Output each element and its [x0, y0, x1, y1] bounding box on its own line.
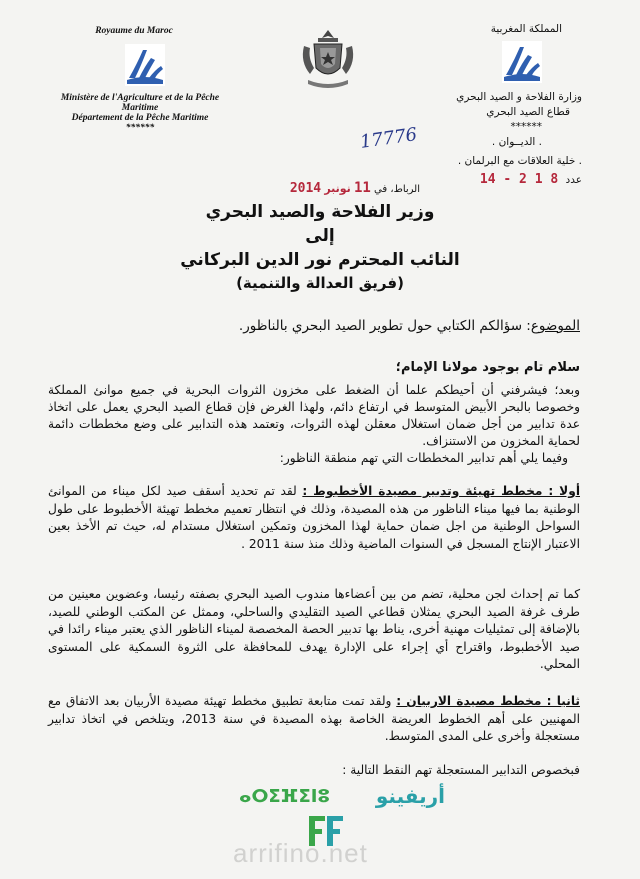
paragraph-intro: وبعد؛ فيشرفني أن أحيطكم علما أن الضغط على مخزون الثروات البحرية في جميع موانئ المملكة وخصوصا بالبحر الأبيض المتوسط في ارتفاع دائم، ولهذا الغرض فإن قطاع الصيد البحري يعمل على اتخاذ عدة تدابير من أجل ضمان استغلال معقلن لهذه الثروات، وتعتمد هذه التدابير على وضع مخططات دائمة لحماية المخزون من الاستنزاف. [48, 383, 580, 448]
parliament-cell-ar: . خلية العلاقات مع البرلمان . [457, 155, 582, 167]
ministry-fr: Ministère de l'Agriculture et de la Pêche [60, 93, 220, 103]
reference-number-line [480, 172, 582, 187]
section-shrimp [48, 693, 580, 746]
ministry-logo-right [502, 41, 542, 83]
date-month: نونبر [324, 182, 351, 195]
ministry-fr-2: Maritime [121, 103, 159, 113]
section-shrimp-text: ولقد تمت متابعة تطبيق مخطط تهيئة مصيدة الأربيان بعد الاتفاق مع المهنيين على أهم الخطوط العريضة الخاصة بهذه المصيدة في سنة 2013، ويتلخص في اتخاذ تدابير مستعجلة وأخرى على المدى المتوسط. [48, 694, 580, 743]
date-prefix: الرباط، في [374, 184, 420, 195]
reference-number-stamp: 14 - 2 1 8 [479, 172, 559, 187]
coat-of-arms-emblem [296, 28, 360, 92]
handwritten-number: 17776 [358, 124, 419, 153]
cabinet-ar: . الديــوان . [491, 136, 542, 148]
date-year: 2014 [289, 181, 322, 196]
watermark-tifinagh: ⴰⵔⵉⴼⵉⵏⵓ [239, 786, 330, 807]
title-recipient: النائب المحترم نور الدين البركاني [180, 250, 460, 270]
ministry-ar: وزارة الفلاحة و الصيد البحري [456, 91, 582, 103]
number-label: عدد [565, 174, 582, 186]
paragraph-measures-intro: وفيما يلي أهم تدابير المخططات التي تهم منطقة الناظور: [279, 451, 568, 465]
header-fr [40, 26, 240, 133]
section-octopus-heading: أولا : مخطط تهيئة وتدبير مصيدة الأخطبوط : [302, 484, 580, 498]
title-to-word: إلى [305, 226, 335, 246]
subject-line [60, 318, 580, 334]
kingdom-ar: المملكة المغربية [490, 23, 562, 35]
ministry-logo-left [125, 44, 165, 86]
department-fr: Département de la Pêche Maritime [71, 113, 209, 123]
section-shrimp-heading: ثانيا : مخطط مصيدة الاربيان : [396, 694, 580, 708]
watermark-url: arrifino.net [233, 838, 368, 868]
title-group: (فريق العدالة والتنمية) [236, 274, 404, 292]
watermark [225, 780, 465, 875]
subject-label: الموضوع [530, 318, 580, 334]
date-line [200, 180, 420, 196]
subject-text: : سؤالكم الكتابي حول تطوير الصيد البحري بالناظور. [238, 318, 531, 334]
kingdom-fr: Royaume du Maroc [95, 26, 173, 36]
section-octopus [48, 483, 580, 553]
section-octopus-text: لقد تم تحديد أسقف صيد لكل ميناء من الموانئ الوطنية بما فيها ميناء الناظور من هذه المصيدة، وذلك في انتظار تعميم مخطط تهيئة الأخطبوط على طول السواحل الوطنية من اجل ضمان حماية لهذا المخزون وتمكين استغلال مستدام له، حيث تم الأخذ بعين الاعتبار الإنتاج المسجل في السنوات الماضية وذلك منذ سنة 2011 . [48, 484, 580, 551]
paragraph-local-committees: كما تم إحداث لجن محلية، تضم من بين أعضاءها مندوب الصيد البحري بصفته رئيسا، وعضوين معينين من طرف غرفة الصيد البحري يمثلان قطاعي الصيد التقليدي والساحلي، وممثل عن المكتب الوطني للصيد، بالإضافة إلى تمثيليات مهنية أخرى، يناط بها تدبير الحصة المخصصة لميناء الناظور الذي يعتبر ميناء رائدا في صيد الأخطبوط، واقتراح أي إجراء على الإدارة يهدف للمحافظة على الثروة السمكية على المستوى المحلي. [48, 587, 580, 672]
header-ar [382, 22, 582, 169]
date-day: 11 [354, 180, 371, 196]
department-ar: قطاع الصيد البحري [486, 106, 570, 118]
stars-fr: ****** [125, 123, 155, 133]
title-block [120, 200, 520, 294]
title-from: وزير الفلاحة والصيد البحري [205, 202, 435, 222]
watermark-arabic: أريفينو [375, 784, 445, 808]
stars-ar: ****** [510, 121, 542, 133]
greeting: سلام تام بوجود مولانا الإمام؛ [395, 360, 580, 375]
paragraph-urgent-measures: فبخصوص التدابير المستعجلة تهم النقط التالية : [342, 763, 580, 777]
